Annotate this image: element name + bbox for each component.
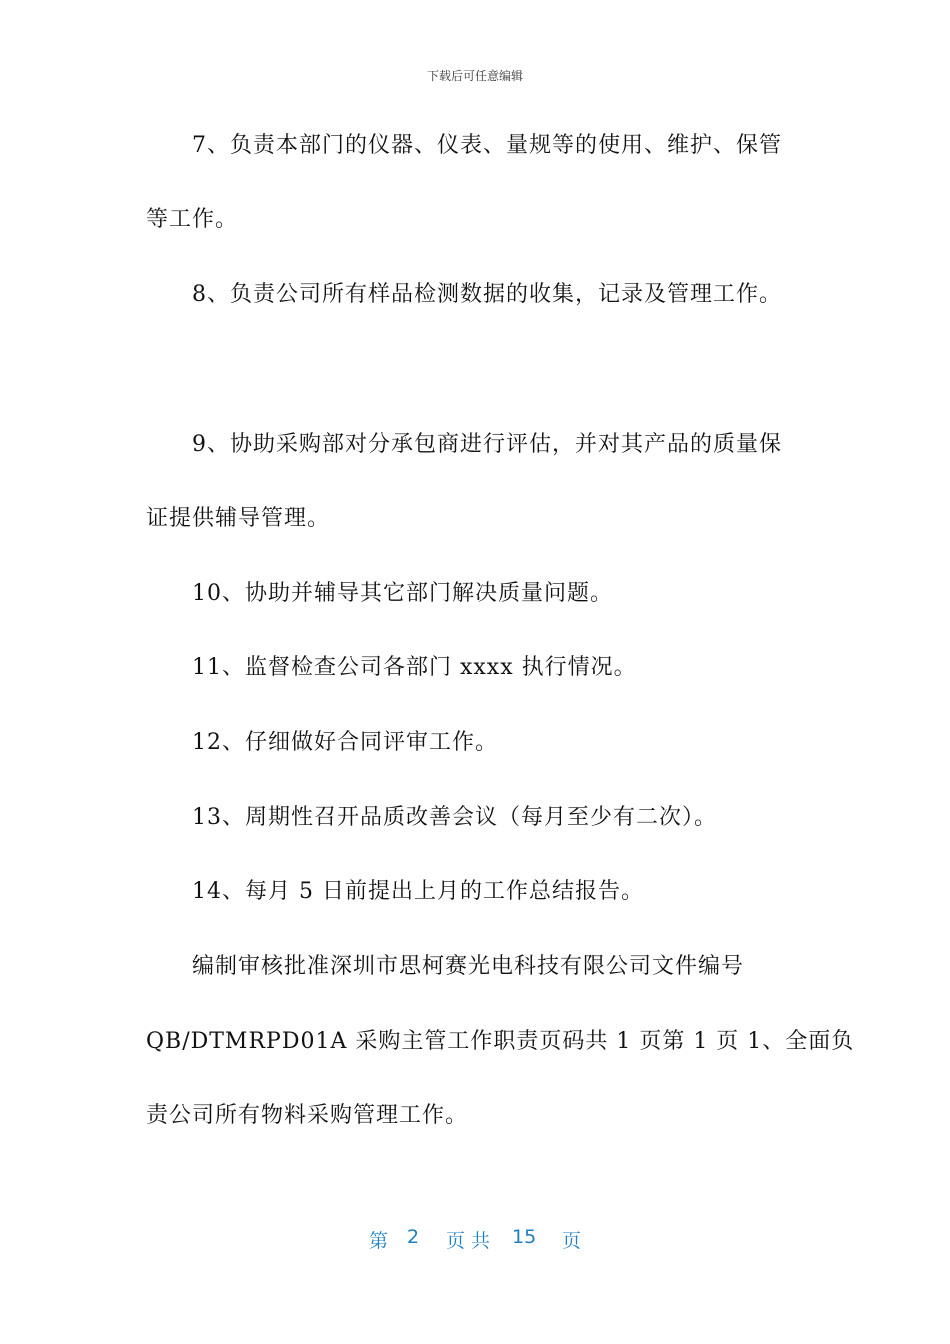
page-footer xyxy=(0,1226,950,1252)
paragraph-line: QB/DTMRPD01A 采购主管工作职责页码共 1 页第 1 页 1、全面负 xyxy=(146,1029,855,1054)
paragraph-line: 12、仔细做好合同评审工作。 xyxy=(192,730,498,755)
paragraph-line: 证提供辅导管理。 xyxy=(146,506,331,531)
paragraph-line: 7、负责本部门的仪器、仪表、量规等的使用、维护、保管 xyxy=(192,133,782,158)
total-pages-number: 15 xyxy=(512,1226,537,1248)
paragraph-line: 13、周期性召开品质改善会议（每月至少有二次）。 xyxy=(192,805,717,830)
page-label-middle: 页 共 xyxy=(446,1230,491,1252)
paragraph-line: 11、监督检查公司各部门 xxxx 执行情况。 xyxy=(192,655,637,680)
paragraph-line: 10、协助并辅导其它部门解决质量问题。 xyxy=(192,581,613,606)
current-page-number: 2 xyxy=(407,1226,420,1248)
header-note: 下载后可任意编辑 xyxy=(426,69,523,83)
paragraph-line: 责公司所有物料采购管理工作。 xyxy=(146,1103,469,1128)
page-label-suffix: 页 xyxy=(562,1230,582,1252)
paragraph-line: 9、协助采购部对分承包商进行评估，并对其产品的质量保 xyxy=(192,432,782,457)
paragraph-line: 编制审核批准深圳市思柯赛光电科技有限公司文件编号 xyxy=(192,954,745,979)
paragraph-line: 8、负责公司所有样品检测数据的收集，记录及管理工作。 xyxy=(192,282,782,307)
paragraph-line: 14、每月 5 日前提出上月的工作总结报告。 xyxy=(192,879,644,904)
paragraph-line: 等工作。 xyxy=(146,207,239,232)
page-label-prefix: 第 xyxy=(369,1230,389,1252)
